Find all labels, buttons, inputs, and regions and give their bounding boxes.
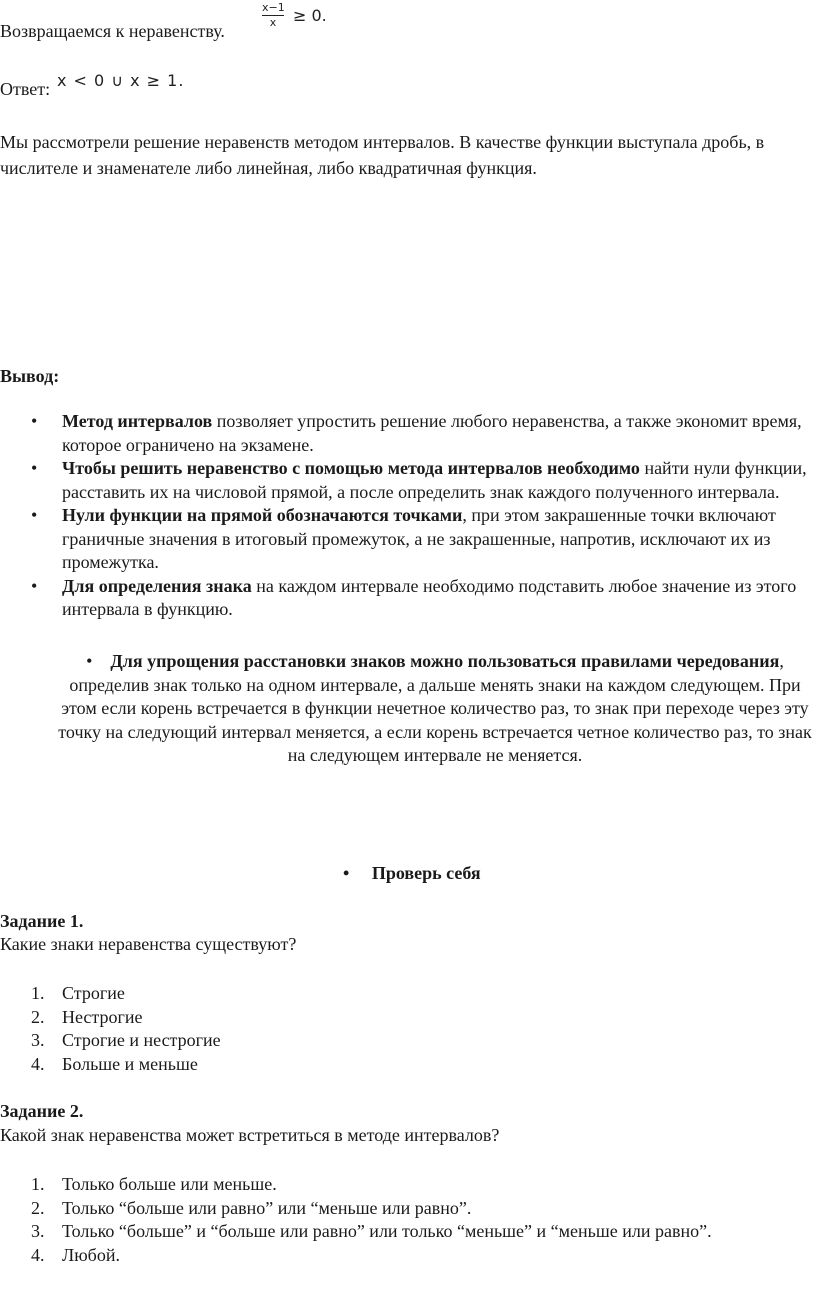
item-text: позволяет упростить решение любого неравенства, а также экономит время, которое ограничено на экзамене. — [62, 411, 802, 455]
list-item: 2. Только “больше или равно” или “меньше или равно”. — [31, 1197, 472, 1218]
intro-text: Возвращаемся к неравенству. — [0, 21, 225, 41]
answer-label: Ответ: — [0, 79, 51, 99]
centered-list-item — [55, 650, 815, 768]
conclusion-list — [0, 410, 816, 622]
option-text: Нестрогие — [62, 1006, 143, 1027]
option-text: Больше и меньше — [62, 1053, 198, 1074]
task2-question: Какой знак неравенства может встретиться в методе интервалов? — [0, 1125, 500, 1145]
list-item: 1. Строгие — [31, 983, 125, 1003]
option-text: Только больше или меньше. — [62, 1174, 277, 1194]
option-text: Только “больше” и “больше или равно” или только “меньше” и “меньше или равно”. — [62, 1221, 712, 1241]
task1-options — [0, 982, 221, 1076]
item-bold: Нули функции на прямой обозначаются точками — [62, 505, 463, 525]
item-text: найти нули функции, расставить их на числовой прямой, а после определить знак каждого полученного интервала. — [62, 458, 807, 502]
list-item: 1. Только больше или меньше. — [31, 1174, 277, 1194]
list-item: 3. Только “больше” и “больше или равно” или только “меньше” и “меньше или равно”. — [31, 1221, 712, 1241]
bullet-icon: • — [31, 411, 38, 431]
option-text: Только “больше или равно” или “меньше или равно”. — [62, 1197, 472, 1218]
option-text: Любой. — [62, 1244, 120, 1265]
list-item — [0, 410, 816, 457]
fraction-expression — [262, 2, 284, 29]
bullet-icon: • — [31, 458, 38, 478]
bullet-icon: • — [86, 651, 111, 671]
option-text: Строгие и нестрогие — [62, 1030, 221, 1050]
check-yourself-label: Проверь себя — [371, 863, 481, 883]
task2-options — [0, 1173, 712, 1267]
answer-math: x < 0 ∪ x ≥ 1. — [57, 71, 185, 90]
item-text: , определив знак только на одном интервале, а дальше менять знаки на каждом следующем. При этом если корень встречается в функции нечетное количество раз, то знак при переходе через эту точку на следующий интервал меняется, а если корень встречается четное количество раз, то знак на следующем интервале не меняется. — [58, 651, 812, 765]
bullet-icon: • — [31, 505, 38, 525]
check-yourself-heading — [343, 863, 481, 884]
list-item — [0, 575, 816, 622]
summary-paragraph: Мы рассмотрели решение неравенств методом интервалов. В качестве функции выступала дробь, в числителе и знаменателе либо линейная, либо квадратичная функция. — [0, 132, 765, 178]
list-item: 4. Больше и меньше — [31, 1053, 198, 1074]
list-item — [0, 457, 816, 504]
task1-title: Задание 1. — [0, 911, 84, 931]
task1-question: Какие знаки неравенства существуют? — [0, 934, 297, 954]
item-bold: Для определения знака — [62, 575, 252, 596]
fraction-numerator: x−1 — [262, 1, 285, 14]
list-item: 3. Строгие и нестрогие — [31, 1030, 221, 1050]
item-text: , при этом закрашенные точки включают граничные значения в итоговый промежуток, а не закрашенные, напротив, исключают их из промежутка. — [62, 505, 776, 572]
list-item: 2. Нестрогие — [31, 1006, 143, 1027]
inequality-tail: ≥ 0. — [293, 6, 327, 25]
conclusion-heading: Вывод: — [0, 366, 60, 386]
bullet-icon: • — [343, 863, 372, 883]
item-text: на каждом интервале необходимо подставить любое значение из этого интервала в функцию. — [62, 575, 797, 619]
option-text: Строгие — [62, 983, 125, 1003]
bullet-icon: • — [31, 575, 38, 596]
item-bold: Метод интервалов — [62, 411, 213, 431]
item-bold: Для упрощения расстановки знаков можно пользоваться правилами чередования — [110, 651, 780, 671]
item-bold: Чтобы решить неравенство с помощью метода интервалов необходимо — [62, 458, 640, 478]
task2-title: Задание 2. — [0, 1101, 84, 1121]
list-item: 4. Любой. — [31, 1244, 120, 1265]
list-item — [0, 504, 816, 575]
fraction-denominator: x — [269, 16, 277, 29]
